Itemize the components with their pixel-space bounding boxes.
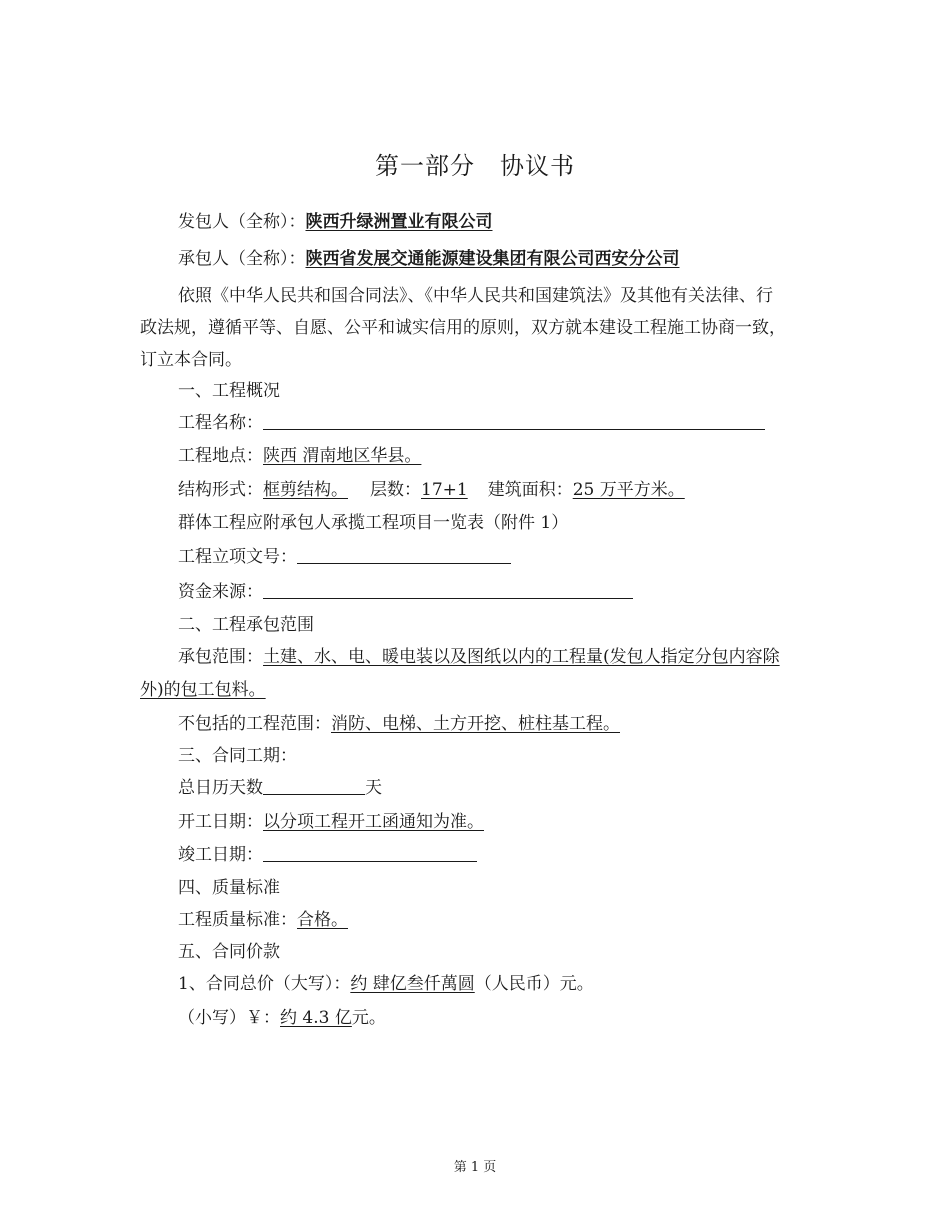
scope-value-line-2: 外)的包工包料。 — [140, 680, 266, 700]
group-project-note: 群体工程应附承包人承揽工程项目一览表（附件 1） — [178, 513, 569, 533]
price-lower-line — [178, 1006, 386, 1030]
completion-date-line — [178, 843, 477, 867]
excluded-line — [178, 712, 620, 736]
funding-line — [178, 580, 633, 604]
price-lower-label: （小写）￥： — [178, 1008, 280, 1028]
funding-blank — [263, 580, 633, 599]
start-date-label: 开工日期： — [178, 812, 263, 832]
section-heading-quality: 四、质量标准 — [178, 878, 280, 898]
structure-line — [178, 478, 685, 502]
project-location-label: 工程地点： — [178, 446, 263, 466]
project-name-line — [178, 411, 765, 435]
contractor-label: 承包人（全称）： — [178, 249, 306, 269]
section-heading-scope: 二、工程承包范围 — [178, 615, 314, 635]
quality-label: 工程质量标准： — [178, 910, 297, 930]
start-date-value: 以分项工程开工函通知为准。 — [263, 812, 484, 832]
completion-date-label: 竣工日期： — [178, 845, 263, 865]
total-days-blank — [263, 776, 365, 795]
price-upper-line — [178, 972, 594, 996]
intro-line-1: 依照《中华人民共和国合同法》、《中华人民共和国建筑法》及其他有关法律、行 — [178, 286, 773, 306]
project-location-line — [178, 444, 421, 468]
structure-value: 框剪结构。 — [263, 480, 348, 500]
approval-label: 工程立项文号： — [178, 547, 297, 567]
section-heading-overview: 一、工程概况 — [178, 381, 280, 401]
structure-label: 结构形式： — [178, 480, 263, 500]
employer-line — [178, 210, 493, 234]
employer-name: 陕西升绿洲置业有限公司 — [305, 212, 493, 232]
excluded-value: 消防、电梯、土方开挖、桩柱基工程。 — [331, 714, 620, 734]
contractor-name: 陕西省发展交通能源建设集团有限公司西安分公司 — [305, 249, 680, 269]
funding-label: 资金来源： — [178, 582, 263, 602]
section-heading-price: 五、合同价款 — [178, 942, 280, 962]
scope-value-line-1: 土建、水、电、暖电装以及图纸以内的工程量(发包人指定分包内容除 — [263, 647, 780, 667]
price-lower-suffix: 元。 — [351, 1008, 386, 1028]
project-name-blank — [263, 411, 765, 430]
quality-line — [178, 908, 348, 932]
approval-line — [178, 545, 511, 569]
price-lower-value: 约 4.3 亿 — [280, 1008, 352, 1028]
price-upper-suffix: （人民币）元。 — [474, 974, 594, 994]
floors-label: 层数： — [370, 480, 421, 500]
page-number: 第 1 页 — [453, 1160, 497, 1175]
document-title: 第一部分 协议书 — [375, 152, 575, 180]
approval-blank — [297, 545, 511, 564]
scope-line-2 — [140, 678, 266, 702]
total-days-label: 总日历天数 — [178, 778, 263, 798]
scope-line-1 — [178, 645, 780, 669]
employer-label: 发包人（全称）： — [178, 212, 306, 232]
floors-value: 17+1 — [421, 480, 468, 500]
project-name-label: 工程名称： — [178, 413, 263, 433]
completion-date-blank — [263, 843, 477, 862]
area-label: 建筑面积： — [487, 480, 573, 500]
excluded-label: 不包括的工程范围： — [178, 714, 331, 734]
contractor-line — [178, 247, 680, 271]
intro-line-3: 订立本合同。 — [140, 350, 242, 370]
area-value: 25 万平方米。 — [572, 480, 685, 500]
scope-label: 承包范围： — [178, 647, 263, 667]
price-upper-label: 1、合同总价（大写）： — [178, 974, 351, 994]
start-date-line — [178, 810, 484, 834]
total-days-line — [178, 776, 382, 800]
total-days-unit: 天 — [365, 778, 382, 798]
quality-value: 合格。 — [297, 910, 348, 930]
intro-line-2: 政法规，遵循平等、自愿、公平和诚实信用的原则，双方就本建设工程施工协商一致， — [140, 318, 786, 338]
project-location-value: 陕西 渭南地区华县。 — [263, 446, 422, 466]
price-upper-value: 约 肆亿叁仟萬圆 — [350, 974, 475, 994]
section-heading-duration: 三、合同工期： — [178, 746, 297, 766]
